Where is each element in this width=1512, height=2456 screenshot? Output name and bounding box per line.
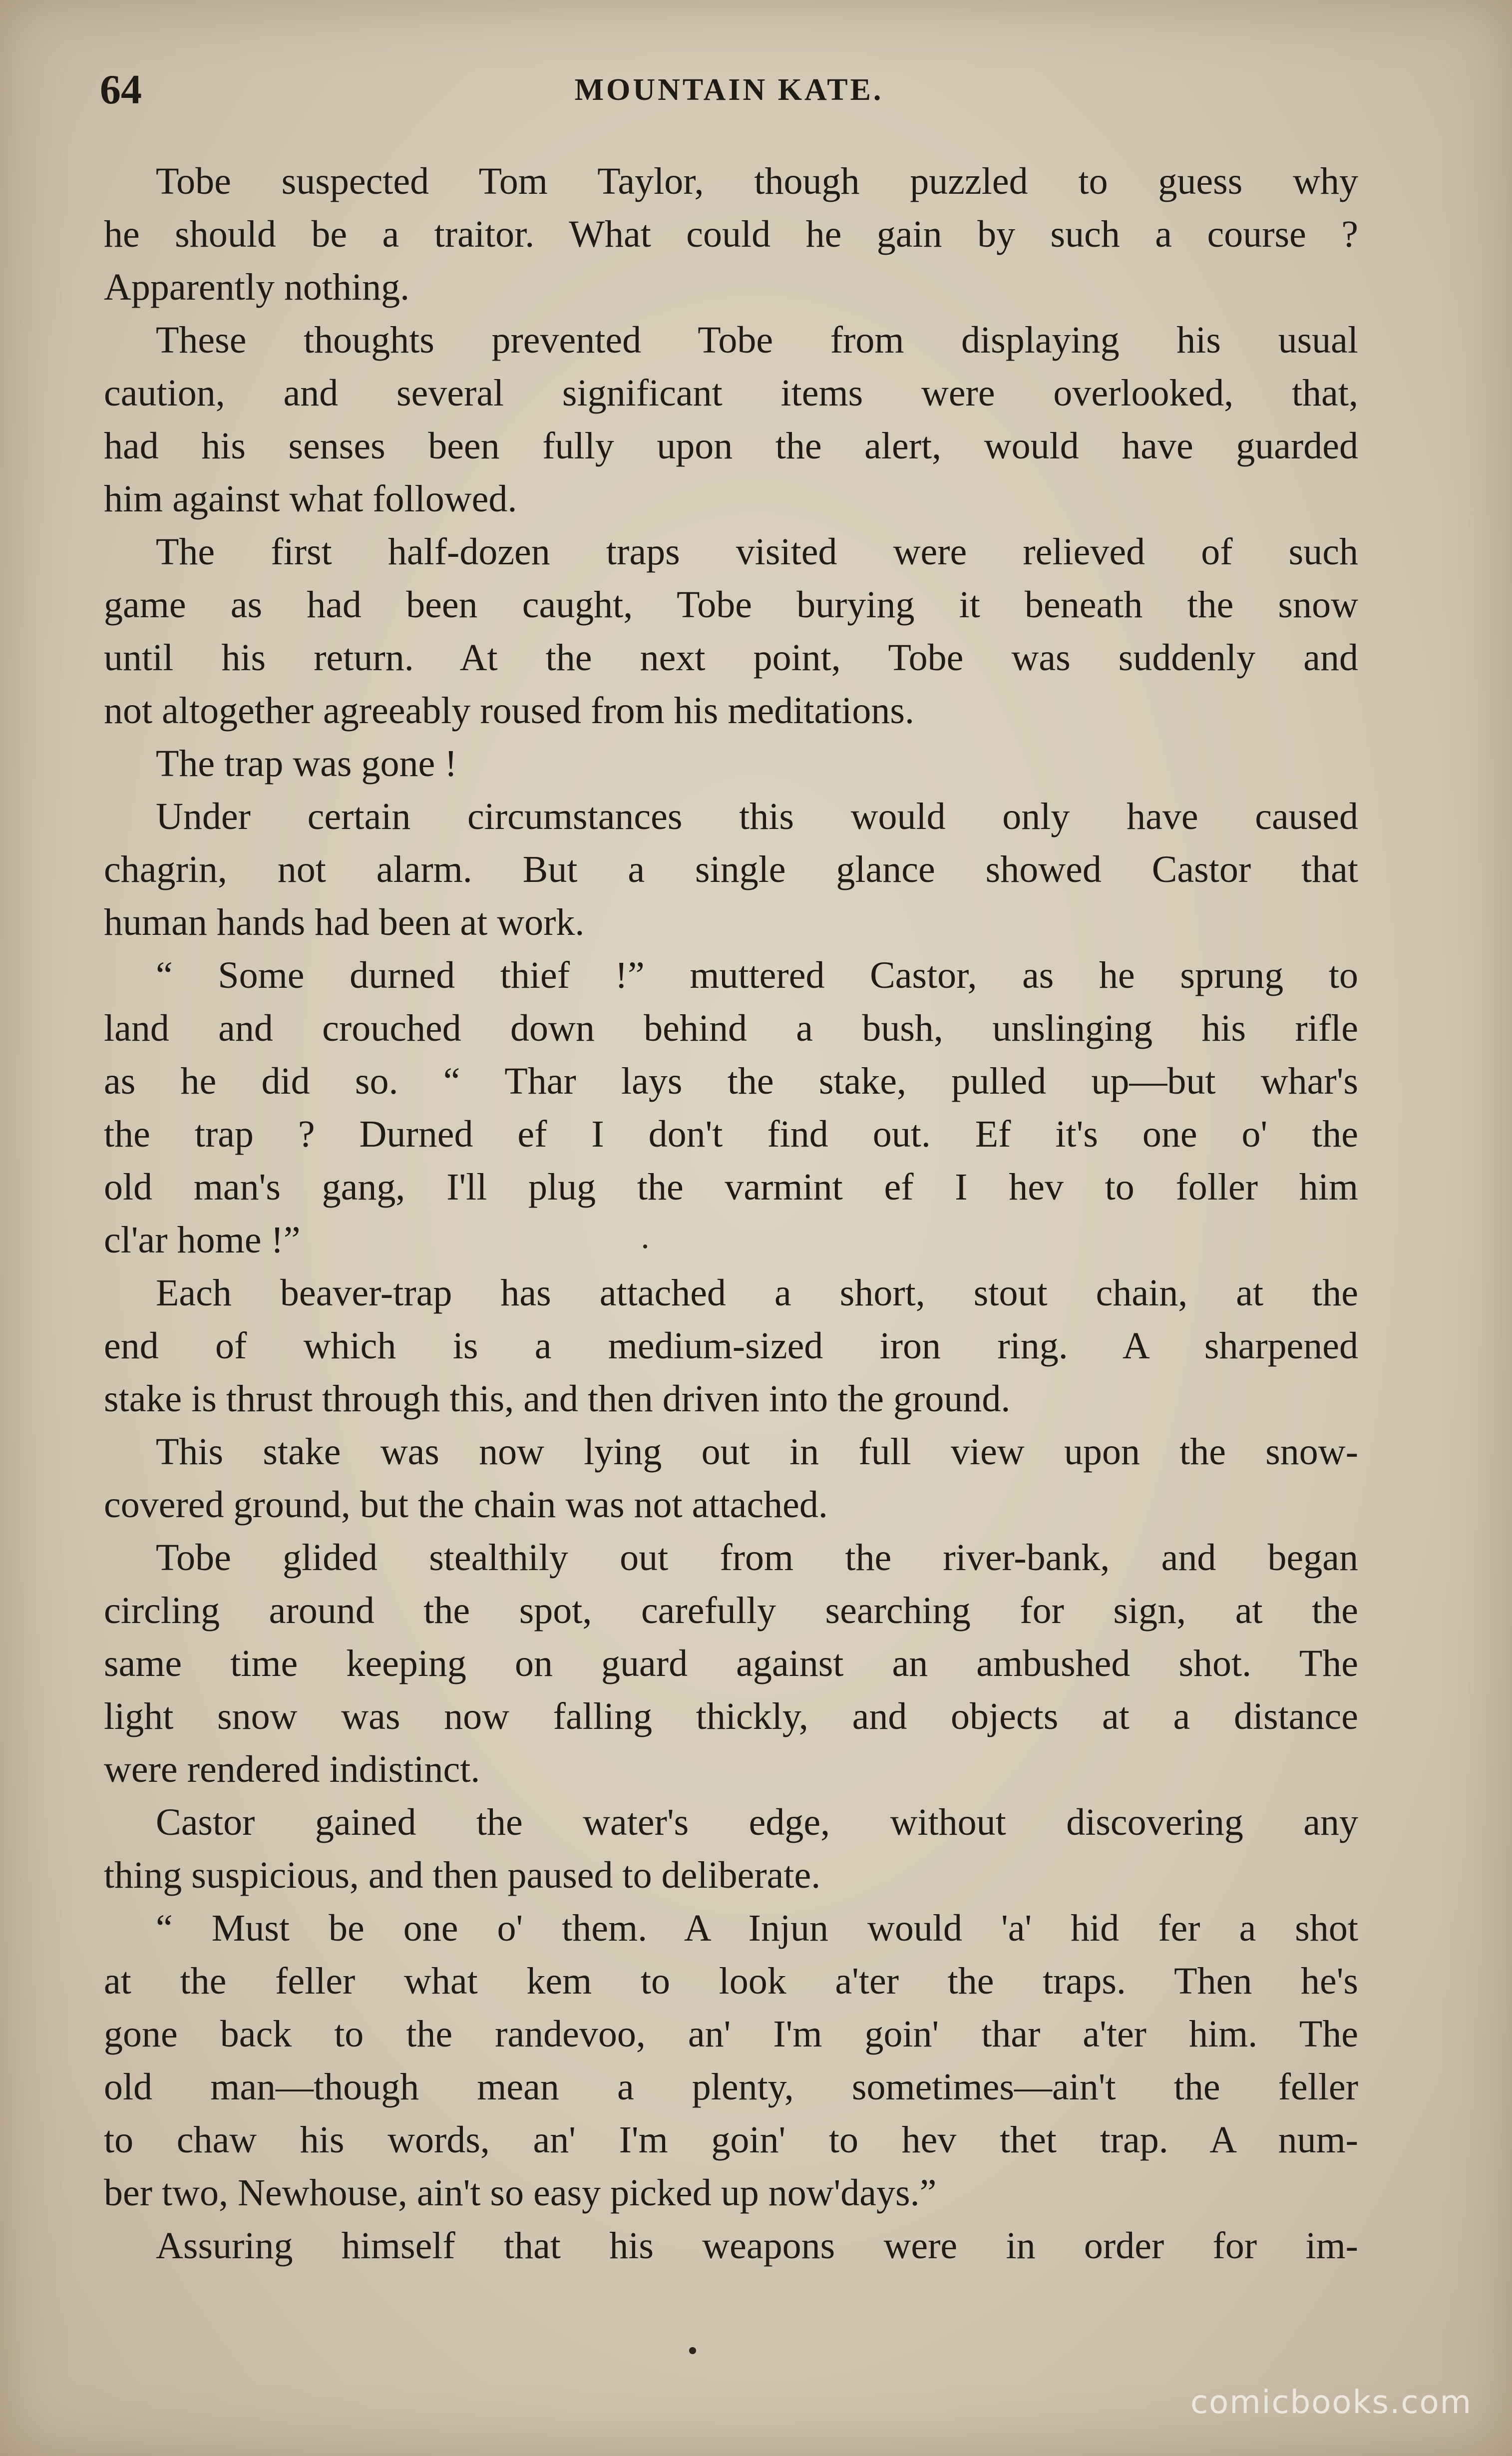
text-line: thing suspicious, and then paused to deliberate.: [104, 1854, 821, 1896]
text-line: Under certain circumstances this would only have caused: [156, 796, 1358, 837]
text-line: as he did so. “ Thar lays the stake, pulled up—but whar's: [104, 1060, 1358, 1102]
body-text: [104, 155, 1358, 2272]
paragraph: [104, 949, 1358, 1266]
text-line: human hands had been at work.: [104, 901, 585, 943]
text-line: end of which is a medium-sized iron ring. A sharpened: [104, 1325, 1358, 1367]
text-line: “ Some durned thief !” muttered Castor, as he sprung to: [156, 954, 1358, 996]
text-line: until his return. At the next point, Tobe was suddenly and: [104, 637, 1358, 679]
ink-speck: [643, 1244, 647, 1248]
text-line: the trap ? Durned ef I don't find out. Ef it's one o' the: [104, 1113, 1358, 1155]
text-line: stake is thrust through this, and then driven into the ground.: [104, 1378, 1011, 1420]
text-line: Tobe suspected Tom Taylor, though puzzled to guess why: [156, 160, 1358, 202]
page-number: 64: [100, 66, 142, 113]
text-line: at the feller what kem to look a'ter the traps. Then he's: [104, 1960, 1358, 2002]
text-line: same time keeping on guard against an ambushed shot. The: [104, 1642, 1358, 1684]
paragraph: [104, 1531, 1358, 1796]
text-line: not altogether agreeably roused from his meditations.: [104, 690, 914, 732]
running-head: MOUNTAIN KATE.: [574, 73, 884, 107]
text-line: old man—though mean a plenty, sometimes—ain't the feller: [104, 2066, 1358, 2108]
text-line: ber two, Newhouse, ain't so easy picked up now'days.”: [104, 2172, 937, 2214]
text-line: The first half-dozen traps visited were relieved of such: [156, 531, 1358, 573]
watermark: comicbooks.com: [1190, 2384, 1472, 2421]
paragraph: [104, 790, 1358, 949]
text-line: land and crouched down behind a bush, unslinging his rifle: [104, 1007, 1358, 1049]
paragraph: [104, 1425, 1358, 1531]
text-line: him against what followed.: [104, 478, 517, 520]
text-line: to chaw his words, an' I'm goin' to hev thet trap. A num-: [104, 2119, 1358, 2161]
paragraph: [104, 737, 1358, 790]
text-line: Each beaver-trap has attached a short, stout chain, at the: [156, 1272, 1358, 1314]
text-line: This stake was now lying out in full view upon the snow-: [156, 1431, 1358, 1473]
paragraph: [104, 1796, 1358, 1902]
text-line: These thoughts prevented Tobe from displaying his usual: [156, 319, 1358, 361]
text-line: cl'ar home !”: [104, 1219, 301, 1261]
paragraph: [104, 314, 1358, 525]
text-line: covered ground, but the chain was not attached.: [104, 1484, 828, 1526]
text-line: caution, and several significant items were overlooked, that,: [104, 372, 1358, 414]
text-line: chagrin, not alarm. But a single glance showed Castor that: [104, 848, 1358, 890]
paragraph: [104, 1902, 1358, 2219]
paragraph: [104, 2219, 1358, 2272]
text-line: Assuring himself that his weapons were in order for im-: [156, 2225, 1358, 2267]
text-line: Apparently nothing.: [104, 266, 410, 308]
text-line: old man's gang, I'll plug the varmint ef I hev to foller him: [104, 1166, 1358, 1208]
text-line: were rendered indistinct.: [104, 1748, 480, 1790]
text-line: “ Must be one o' them. A Injun would 'a' hid fer a shot: [156, 1907, 1358, 1949]
paragraph: [104, 155, 1358, 314]
page-header: [100, 60, 1358, 120]
paragraph: [104, 1266, 1358, 1425]
text-line: Tobe glided stealthily out from the river-bank, and began: [156, 1537, 1358, 1579]
text-line: light snow was now falling thickly, and objects at a distance: [104, 1695, 1358, 1737]
ink-speck: [689, 2347, 696, 2354]
text-line: he should be a traitor. What could he gain by such a course ?: [104, 213, 1358, 255]
text-line: game as had been caught, Tobe burying it beneath the snow: [104, 584, 1358, 626]
text-line: gone back to the randevoo, an' I'm goin' thar a'ter him. The: [104, 2013, 1358, 2055]
text-line: had his senses been fully upon the alert, would have guarded: [104, 425, 1358, 467]
text-line: circling around the spot, carefully searching for sign, at the: [104, 1590, 1358, 1632]
text-line: Castor gained the water's edge, without discovering any: [156, 1801, 1358, 1843]
text-line: The trap was gone !: [156, 743, 457, 785]
paragraph: [104, 525, 1358, 737]
